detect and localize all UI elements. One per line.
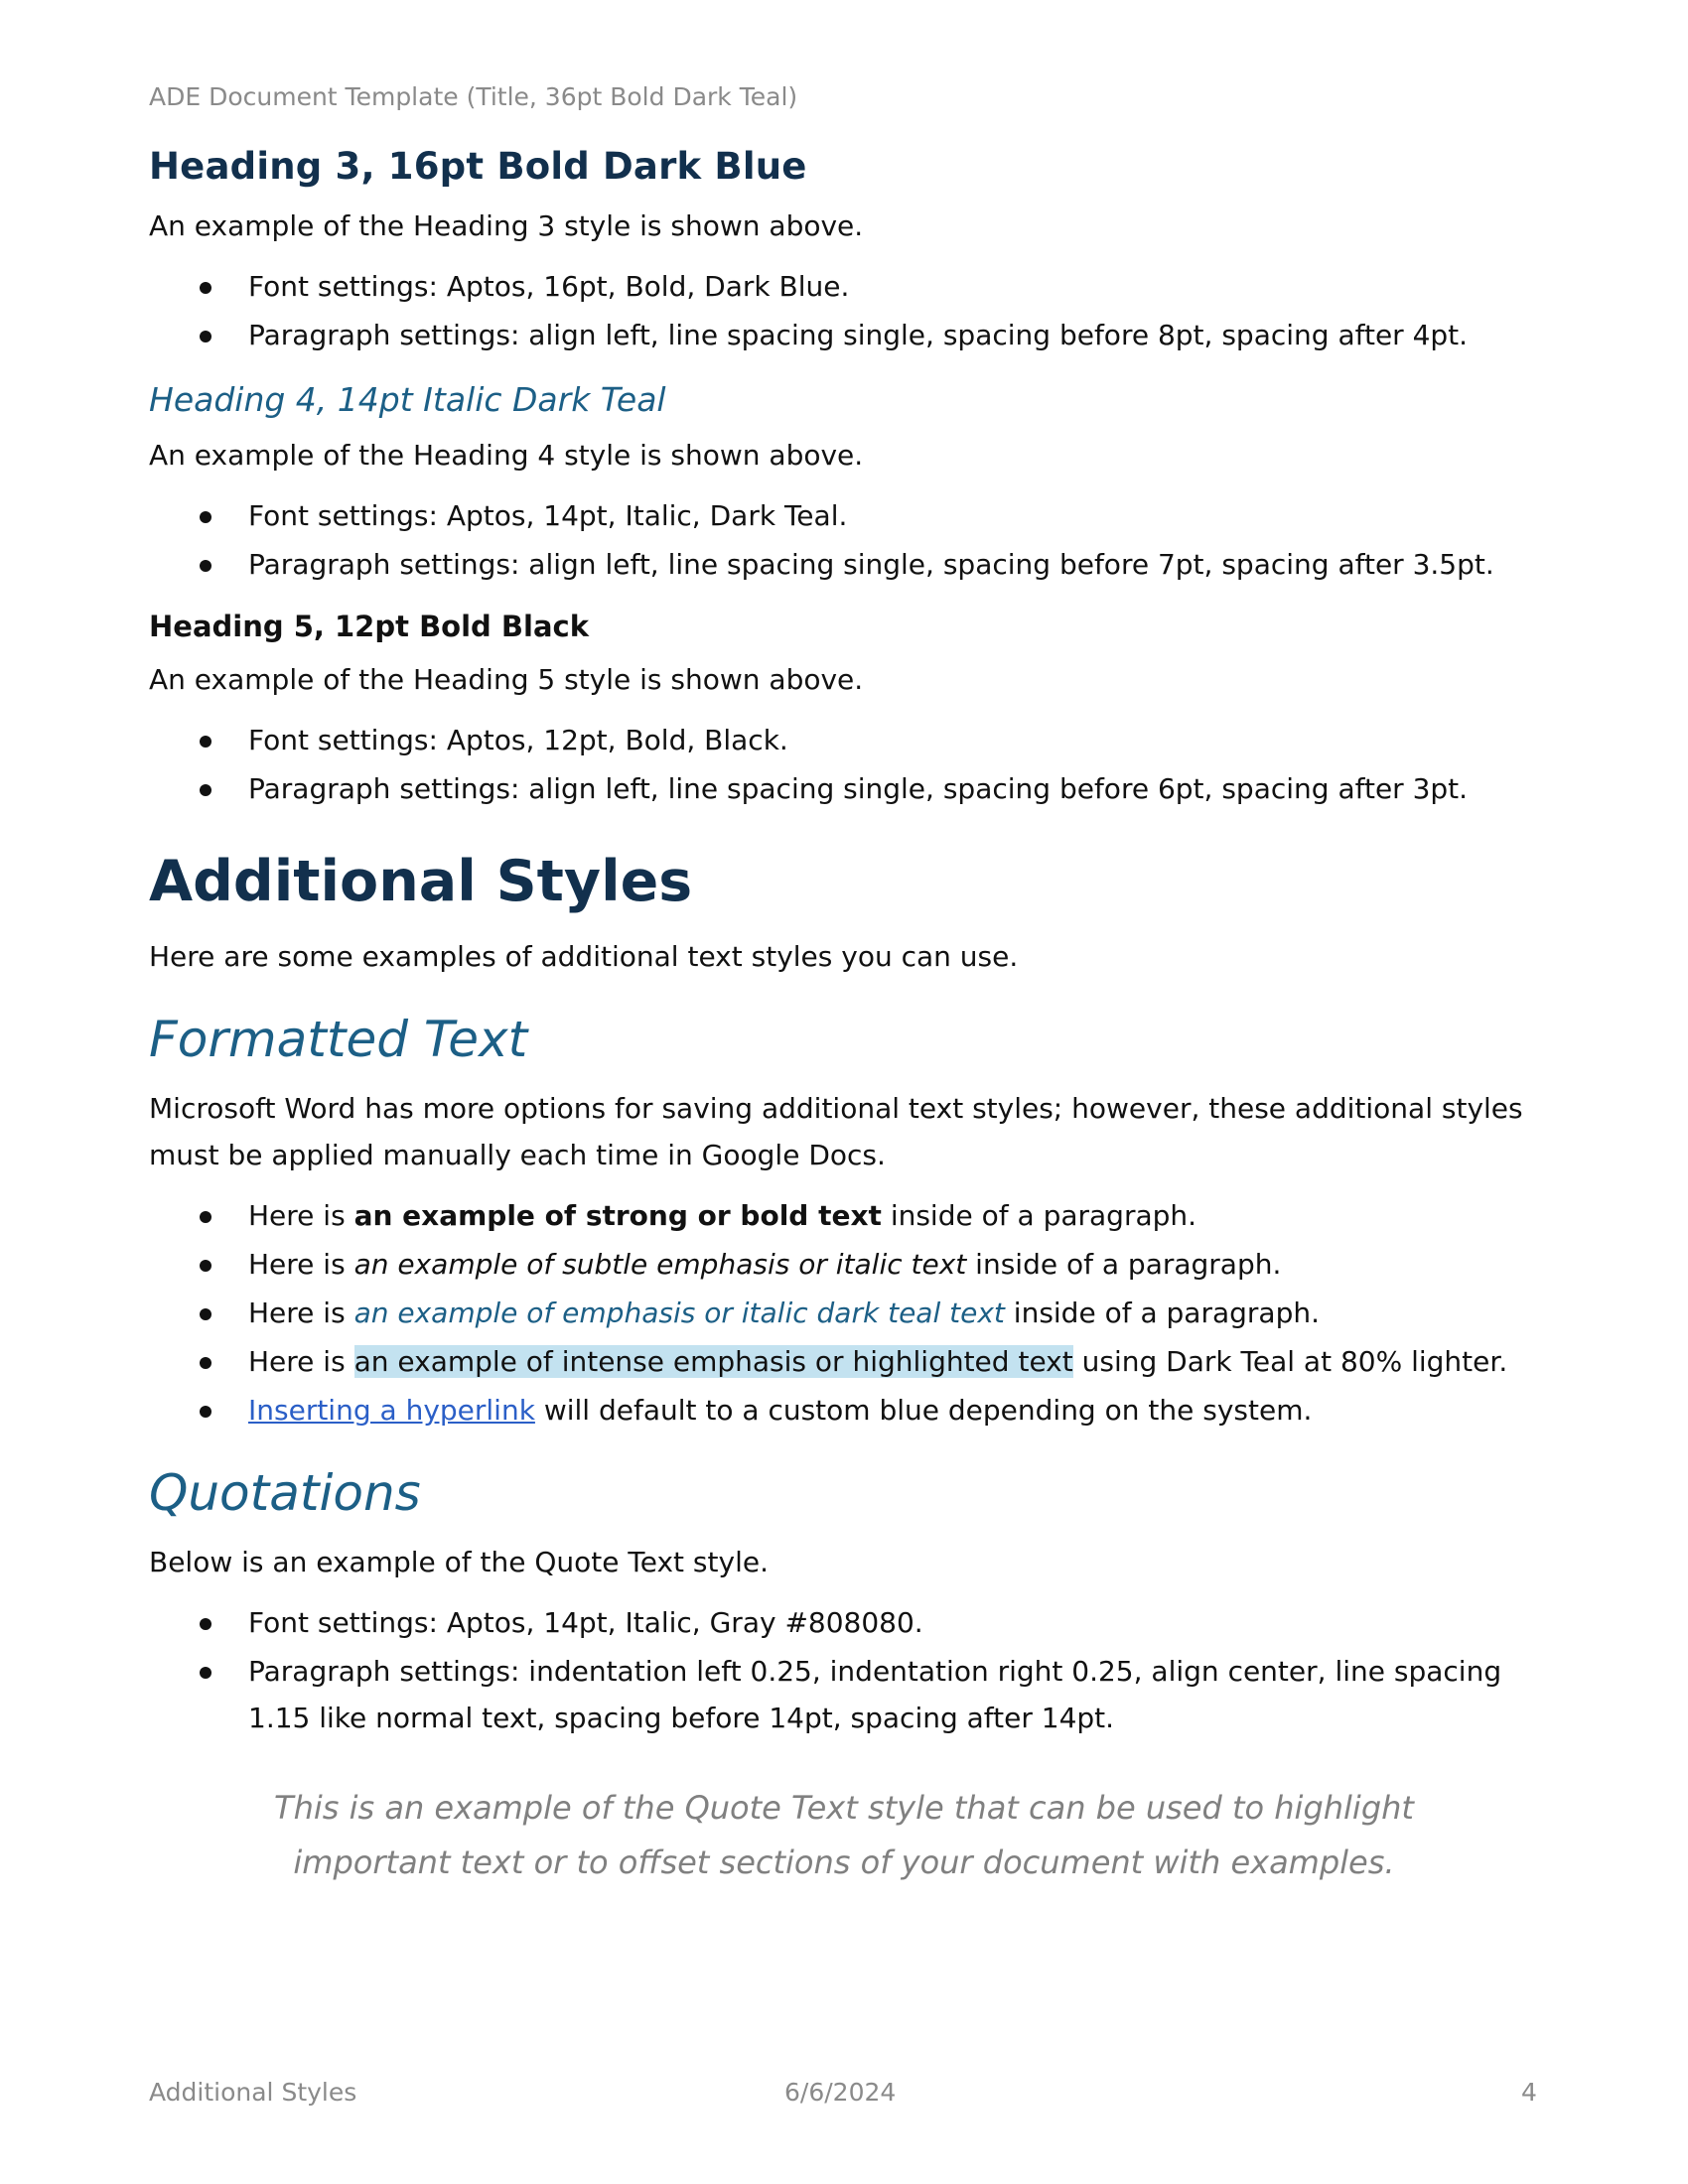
bullet-icon: [200, 511, 211, 523]
bullet-icon: [200, 560, 211, 572]
list-item: [149, 717, 1539, 763]
text-before: Here is: [248, 1345, 354, 1379]
heading-5-settings-list: [149, 717, 1539, 812]
text-after: will default to a custom blue depending on the system.: [534, 1394, 1313, 1428]
additional-styles-heading: Additional Styles: [149, 848, 693, 914]
bullet-icon: [200, 784, 211, 796]
list-item: [149, 1599, 1539, 1646]
bullet-icon: [200, 1667, 211, 1679]
list-item: [149, 765, 1539, 812]
list-item: [149, 1648, 1539, 1741]
list-item-text: Font settings: Aptos, 12pt, Bold, Black.: [248, 723, 788, 756]
footer-page-number: 4: [1521, 2078, 1537, 2107]
formatted-text-list: [149, 1192, 1539, 1433]
list-item: [149, 312, 1539, 358]
quote-settings-list: [149, 1599, 1539, 1741]
additional-styles-intro: Here are some examples of additional text styles you can use.: [149, 940, 1019, 974]
list-item-text: Paragraph settings: align left, line spacing single, spacing before 8pt, spacing after 4pt.: [248, 319, 1469, 352]
list-item: [149, 1290, 1539, 1336]
list-item: [149, 1192, 1539, 1239]
running-header: ADE Document Template (Title, 36pt Bold Dark Teal): [149, 82, 798, 111]
footer-date: 6/6/2024: [784, 2078, 897, 2107]
heading-5-example: Heading 5, 12pt Bold Black: [149, 609, 589, 643]
heading-5-description: An example of the Heading 5 style is shown above.: [149, 662, 864, 696]
list-item-text: Font settings: Aptos, 16pt, Bold, Dark Blue.: [248, 270, 850, 304]
quotations-intro: Below is an example of the Quote Text style.: [149, 1546, 769, 1579]
list-item-text: Paragraph settings: align left, line spacing single, spacing before 7pt, spacing after 3.5pt.: [248, 547, 1494, 581]
text-before: Here is: [248, 1199, 354, 1233]
bullet-icon: [200, 331, 211, 342]
bullet-icon: [200, 736, 211, 748]
list-item: [149, 492, 1539, 539]
list-item: [149, 1241, 1539, 1288]
formatted-text-intro: Microsoft Word has more options for saving additional text styles; however, these additional styles must be applied manually each time in Google Docs.: [149, 1092, 1523, 1172]
text-after: inside of a paragraph.: [881, 1199, 1197, 1233]
bullet-icon: [200, 282, 211, 294]
heading-3-settings-list: [149, 263, 1539, 358]
list-item-text: Paragraph settings: indentation left 0.25, indentation right 0.25, align center, line spacing 1.15 like normal text, spacing before 14pt, spacing after 14pt.: [248, 1655, 1502, 1735]
heading-4-settings-list: [149, 492, 1539, 588]
list-item: [149, 541, 1539, 588]
quote-text-example: This is an example of the Quote Text style that can be used to highlight important text or to offset sections of your document with examples.: [274, 1789, 1414, 1882]
list-item: [149, 263, 1539, 310]
text-before: Here is: [248, 1248, 354, 1282]
list-item: [149, 1338, 1539, 1385]
hyperlink-example[interactable]: Inserting a hyperlink: [248, 1394, 535, 1428]
bullet-icon: [200, 1260, 211, 1272]
text-after: inside of a paragraph.: [1004, 1297, 1320, 1330]
heading-3-description: An example of the Heading 3 style is shown above.: [149, 209, 864, 243]
teal-emphasis-example: an example of emphasis or italic dark teal text: [353, 1297, 1005, 1330]
bullet-icon: [200, 1618, 211, 1630]
text-after: using Dark Teal at 80% lighter.: [1072, 1345, 1508, 1379]
list-item-text: Font settings: Aptos, 14pt, Italic, Dark Teal.: [248, 498, 848, 532]
heading-3-example: Heading 3, 16pt Bold Dark Blue: [149, 145, 807, 188]
bullet-icon: [200, 1211, 211, 1223]
text-before: Here is: [248, 1297, 354, 1330]
formatted-text-heading: Formatted Text: [149, 1011, 528, 1069]
list-item-text: Paragraph settings: align left, line spacing single, spacing before 6pt, spacing after 3pt.: [248, 771, 1469, 805]
heading-4-example: Heading 4, 14pt Italic Dark Teal: [149, 380, 666, 420]
footer-section-title: Additional Styles: [149, 2078, 357, 2107]
bullet-icon: [200, 1357, 211, 1369]
page-content: [149, 145, 1539, 1890]
heading-4-description: An example of the Heading 4 style is shown above.: [149, 438, 864, 472]
text-after: inside of a paragraph.: [966, 1248, 1282, 1282]
quotations-heading: Quotations: [149, 1464, 421, 1523]
strong-text-example: an example of strong or bold text: [353, 1199, 882, 1233]
list-item-text: Font settings: Aptos, 14pt, Italic, Gray #808080.: [248, 1606, 923, 1640]
list-item: [149, 1387, 1539, 1433]
bullet-icon: [200, 1308, 211, 1320]
subtle-emphasis-example: an example of subtle emphasis or italic text: [353, 1248, 967, 1282]
bullet-icon: [200, 1406, 211, 1418]
intense-emphasis-example: an example of intense emphasis or highlighted text: [353, 1345, 1073, 1379]
